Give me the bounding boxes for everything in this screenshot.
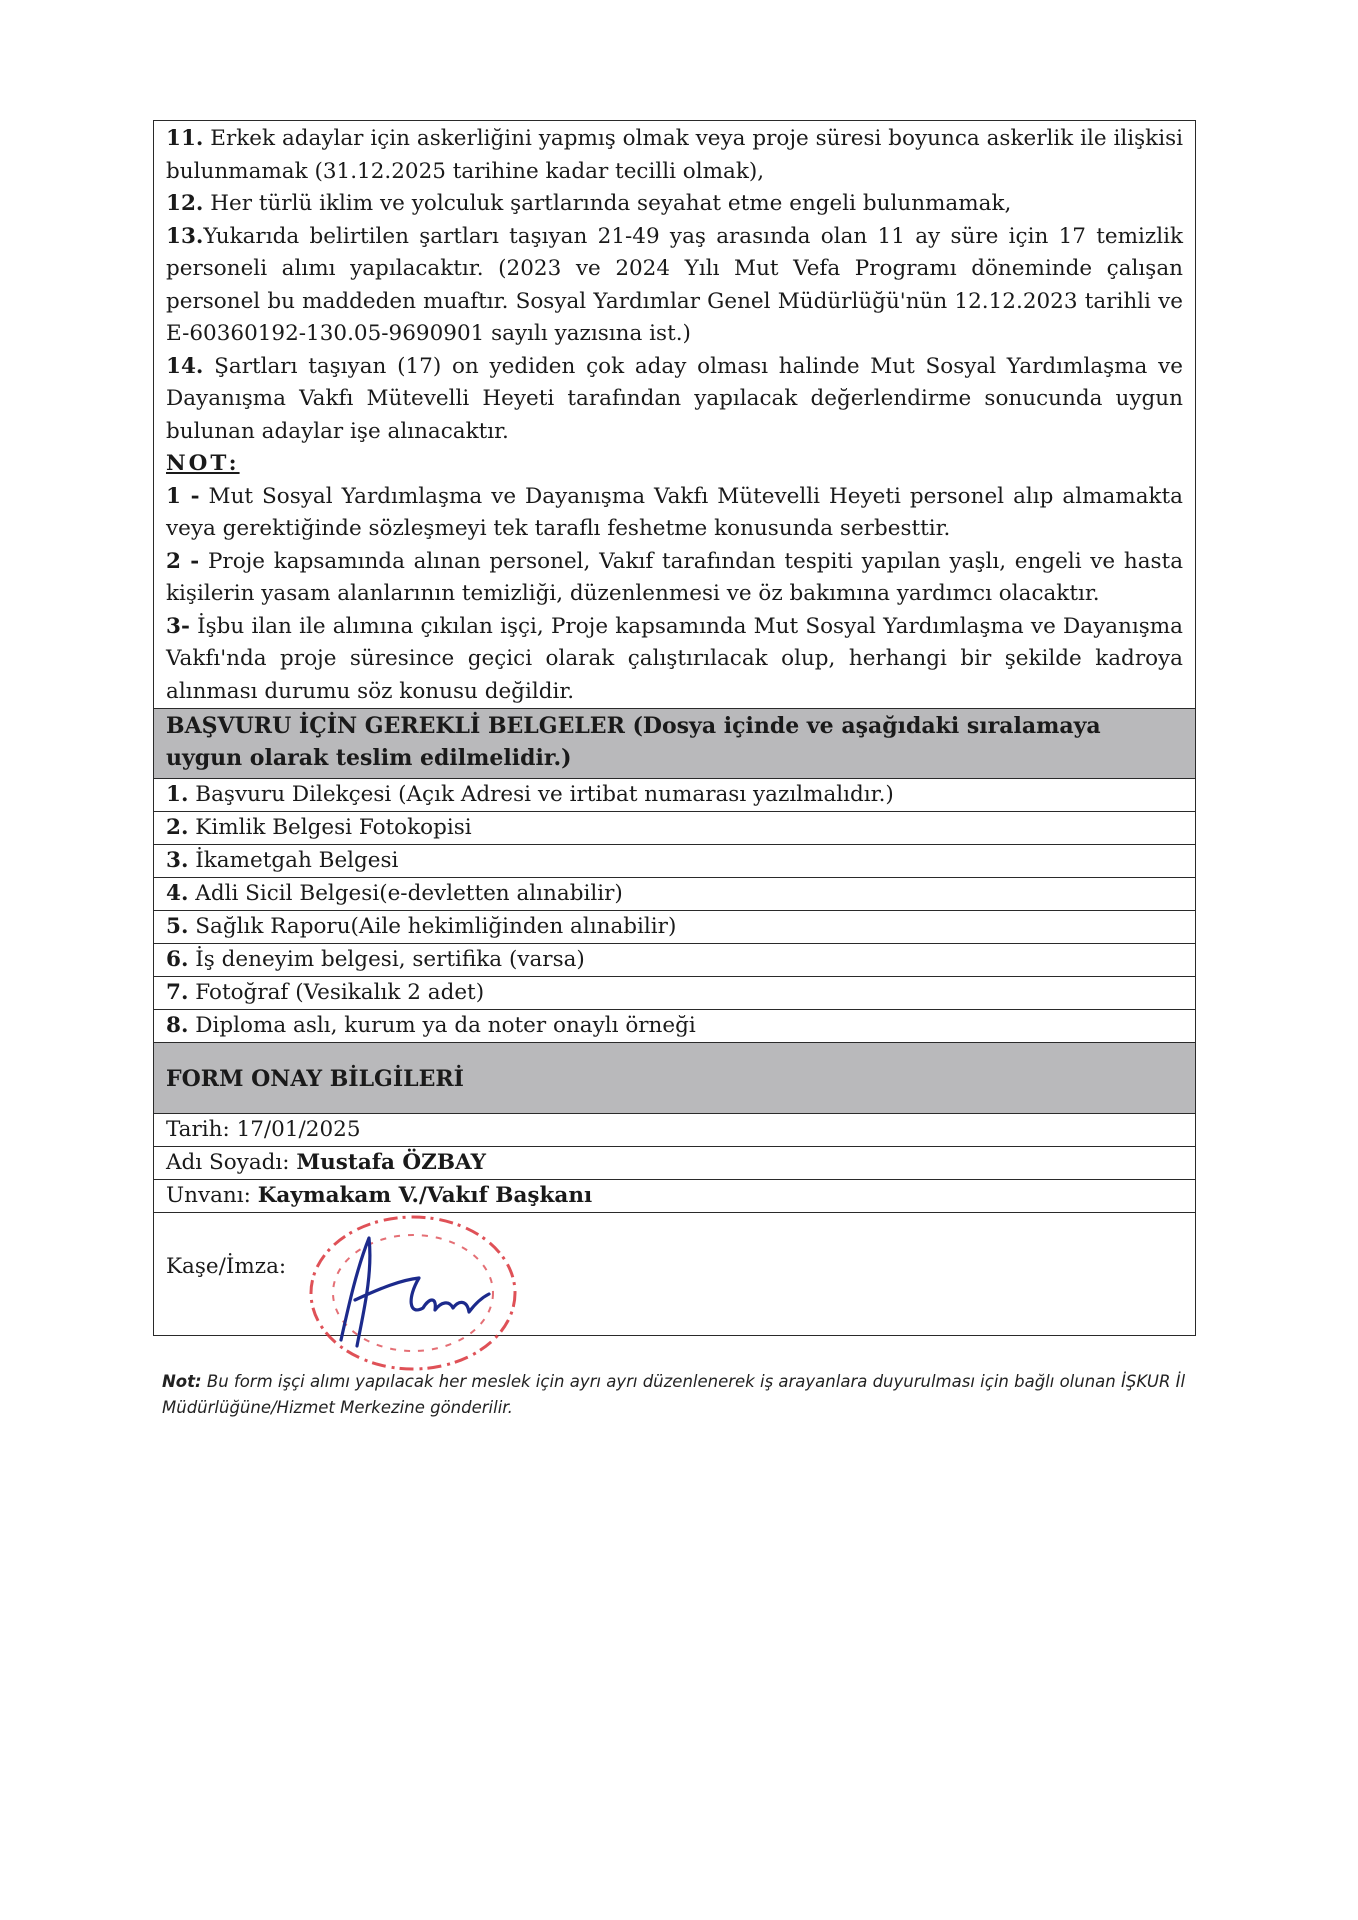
document-row: 4. Adli Sicil Belgesi(e-devletten alınabilir) (154, 878, 1196, 911)
official-stamp-with-signature (283, 1208, 543, 1378)
footnote (162, 1369, 1222, 1421)
note-item: 1 - Mut Sosyal Yardımlaşma ve Dayanışma Vakfı Mütevelli Heyeti personel alıp almamakta veya gerektiğinde sözleşmeyi tek taraflı feshetme konusunda serbesttir. (166, 483, 1183, 541)
application-form-table (153, 120, 1196, 1336)
requirement-item: 11. Erkek adaylar için askerliğini yapmış olmak veya proje süresi boyunca askerlik ile ilişkisi bulunmamak (31.12.2025 tarihine kadar tecilli olmak), (166, 126, 1183, 184)
requirements-row (154, 121, 1196, 709)
footnote-text: Bu form işçi alımı yapılacak her meslek için ayrı ayrı düzenlenerek iş arayanlara duyurulması için bağlı olunan İŞKUR İl Müdürlüğüne/Hizmet Merkezine gönderilir. (162, 1372, 1186, 1417)
date-value: 17/01/2025 (236, 1117, 361, 1142)
requirement-item: 13.Yukarıda belirtilen şartları taşıyan 21-49 yaş arasında olan 11 ay süre için 17 temizlik personeli alımı yapılacaktır. (2023 ve 2024 Yılı Mut Vefa Programı döneminde çalışan personel bu maddeden muaftır. Sosyal Yardımlar Genel Müdürlüğü'nün 12.12.2023 tarihli ve E-60360192-130.05-9690901 sayılı yazısına ist.) (166, 223, 1183, 346)
name-label: Adı Soyadı: (166, 1150, 290, 1175)
document-row: 2. Kimlik Belgesi Fotokopisi (154, 812, 1196, 845)
document-row: 3. İkametgah Belgesi (154, 845, 1196, 878)
documents-heading-row (154, 709, 1196, 779)
title-label: Unvanı: (166, 1183, 251, 1208)
documents-heading: BAŞVURU İÇİN GEREKLİ BELGELER (Dosya içinde ve aşağıdaki sıralamaya uygun olarak teslim edilmelidir.) (154, 709, 1196, 779)
note-heading: NOT: (166, 451, 240, 476)
form-approval-heading-row (154, 1043, 1196, 1114)
date-label: Tarih: (166, 1117, 230, 1142)
document-row: 8. Diploma aslı, kurum ya da noter onaylı örneği (154, 1010, 1196, 1043)
title-value: Kaymakam V./Vakıf Başkanı (257, 1183, 593, 1208)
form-approval-heading: FORM ONAY BİLGİLERİ (154, 1043, 1196, 1114)
requirement-item: 12. Her türlü iklim ve yolculuk şartlarında seyahat etme engeli bulunmamak, (166, 191, 1012, 216)
note-item: 3- İşbu ilan ile alımına çıkılan işçi, Proje kapsamında Mut Sosyal Yardımlaşma ve Dayanışma Vakfı'nda proje süresince geçici olarak çalıştırılacak olup, herhangi bir şekilde kadroya alınması durumu söz konusu değildir. (166, 613, 1183, 704)
document-sheet (153, 120, 1196, 1336)
footnote-label: Not: (162, 1372, 202, 1391)
document-row: 1. Başvuru Dilekçesi (Açık Adresi ve irtibat numarası yazılmalıdır.) (154, 779, 1196, 812)
signature-stroke (341, 1238, 489, 1346)
stamp-signature-label: Kaşe/İmza: (166, 1254, 287, 1279)
name-row (154, 1147, 1196, 1180)
document-row: 7. Fotoğraf (Vesikalık 2 adet) (154, 977, 1196, 1010)
document-row: 5. Sağlık Raporu(Aile hekimliğinden alınabilir) (154, 911, 1196, 944)
document-row: 6. İş deneyim belgesi, sertifika (varsa) (154, 944, 1196, 977)
date-row (154, 1114, 1196, 1147)
note-item: 2 - Proje kapsamında alınan personel, Vakıf tarafından tespiti yapılan yaşlı, engeli ve hasta kişilerin yasam alanlarının temizliği, düzenlenmesi ve öz bakımına yardımcı olacaktır. (166, 548, 1184, 606)
name-value: Mustafa ÖZBAY (296, 1150, 486, 1175)
requirements-cell (154, 121, 1196, 709)
requirement-item: 14. Şartları taşıyan (17) on yediden çok aday olması halinde Mut Sosyal Yardımlaşma ve Dayanışma Vakfı Mütevelli Heyeti tarafından yapılacak değerlendirme sonucunda uygun bulunan adaylar işe alınacaktır. (166, 353, 1183, 444)
